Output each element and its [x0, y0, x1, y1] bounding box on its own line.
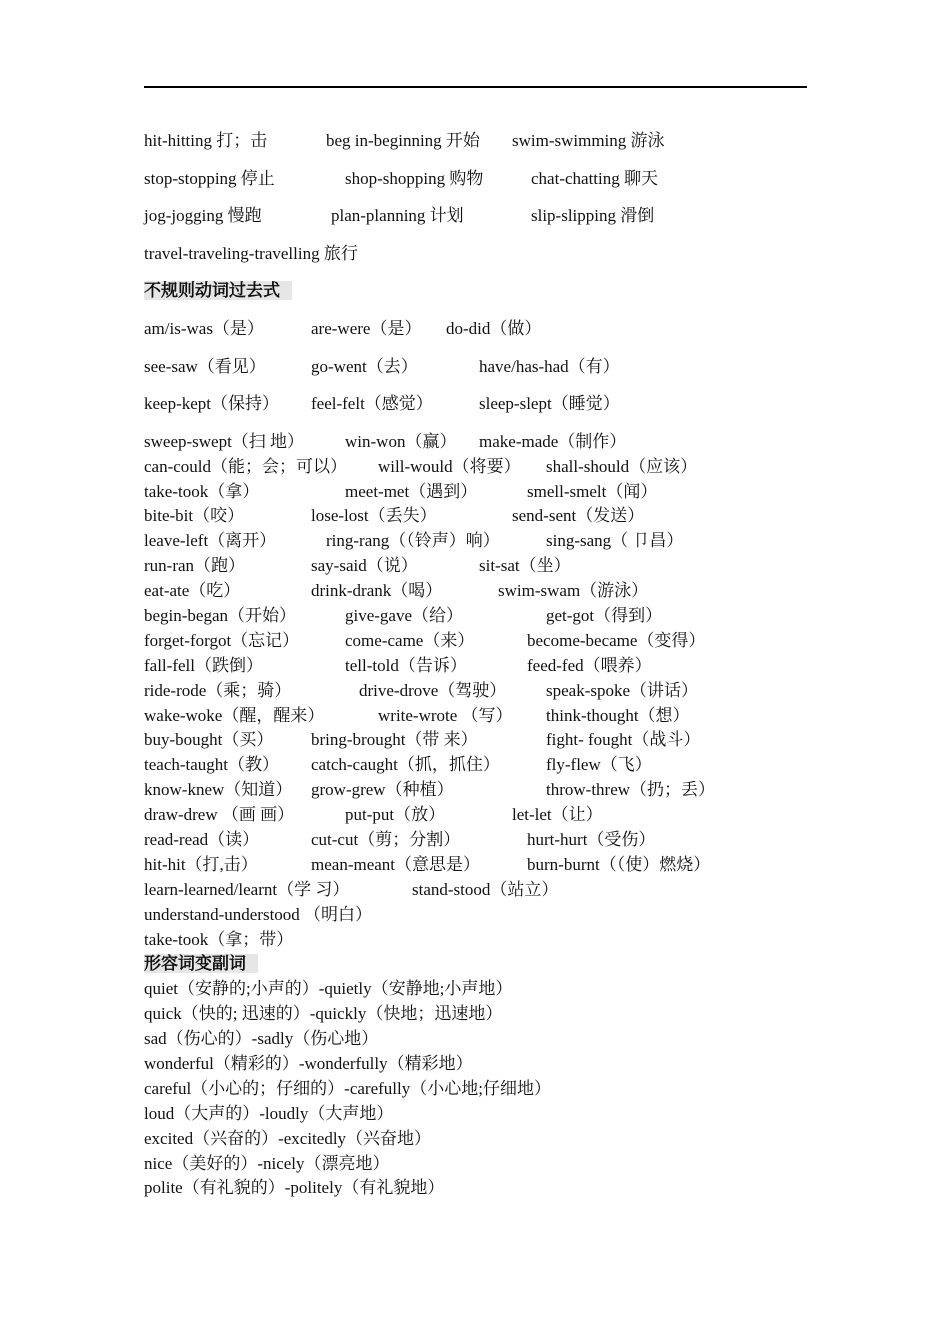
word-row: [144, 452, 844, 477]
word-row: [144, 427, 844, 452]
word-row: [144, 389, 844, 427]
word-row: [144, 1124, 844, 1149]
word-entry: swim-swam（游泳）: [498, 581, 649, 601]
word-row: [144, 875, 844, 900]
word-entry: fly-flew（飞）: [546, 755, 652, 775]
word-entry: quick（快的; 迅速的）-quickly（快地；迅速地）: [144, 1004, 503, 1024]
word-row: [144, 701, 844, 726]
word-entry: sing-sang（ 卩昌）: [546, 531, 684, 551]
word-entry: sit-sat（坐）: [479, 556, 571, 576]
word-row: [144, 1024, 844, 1049]
word-entry: run-ran（跑）: [144, 556, 246, 576]
word-entry: begin-began（开始）: [144, 605, 297, 625]
word-entry: eat-ate（吃）: [144, 581, 241, 601]
word-row: [144, 626, 844, 651]
word-entry: hurt-hurt（受伤）: [527, 830, 656, 849]
word-entry: fall-fell（跌倒）: [144, 655, 263, 675]
word-row: [144, 477, 844, 502]
word-entry: send-sent（发送）: [512, 506, 645, 526]
word-entry: can-could（能；会；可以）: [144, 456, 348, 476]
word-entry: drive-drove（驾驶）: [359, 680, 507, 700]
word-entry: take-took（拿；带）: [144, 929, 294, 949]
word-entry: take-took（拿）: [144, 481, 260, 501]
word-row: [144, 201, 844, 239]
word-row: [144, 1074, 844, 1099]
word-entry: tell-told（告诉）: [345, 655, 467, 675]
word-entry: bring-brought（带 来）: [311, 730, 478, 750]
word-entry: keep-kept（保持）: [144, 394, 280, 414]
word-entry: come-came（来）: [345, 630, 475, 650]
word-entry: know-knew（知道）: [144, 780, 293, 800]
word-row: [144, 725, 844, 750]
word-entry: meet-met（遇到）: [345, 481, 478, 501]
word-row: [144, 1099, 844, 1124]
word-entry: shall-should（应该）: [546, 456, 698, 476]
word-entry: beg in-beginning 开始: [326, 131, 480, 150]
word-row: [144, 601, 844, 626]
word-entry: bite-bit（咬）: [144, 506, 245, 526]
word-entry: cut-cut（剪；分割）: [311, 830, 461, 849]
word-entry: swim-swimming 游泳: [512, 131, 665, 150]
word-entry: give-gave（给）: [345, 605, 464, 625]
word-entry: forget-forgot（忘记）: [144, 630, 300, 650]
word-entry: ring-rang（（铃声）响）: [326, 531, 500, 551]
word-entry: excited（兴奋的）-excitedly（兴奋地）: [144, 1128, 432, 1148]
word-entry: buy-bought（买）: [144, 730, 274, 750]
word-entry: hit-hit（打,击）: [144, 854, 258, 874]
word-entry: learn-learned/learnt（学 习）: [144, 879, 350, 899]
word-entry: stop-stopping 停止: [144, 168, 275, 188]
word-entry: say-said（说）: [311, 556, 418, 576]
word-row: [144, 352, 844, 390]
word-entry: are-were（是）: [311, 318, 422, 338]
section-heading-irregular-verbs: [144, 276, 844, 314]
word-entry: throw-threw（扔；丢）: [546, 780, 716, 800]
word-entry: quiet（安静的;小声的）-quietly（安静地;小声地）: [144, 979, 513, 999]
word-row: [144, 651, 844, 676]
word-row: [144, 526, 844, 551]
word-row: [144, 974, 844, 999]
word-entry: go-went（去）: [311, 356, 418, 376]
word-entry: understand-understood （明白）: [144, 904, 373, 924]
word-entry: shop-shopping 购物: [345, 168, 484, 188]
word-row: [144, 164, 844, 202]
word-row: [144, 850, 844, 875]
section-doubling-rules: [144, 126, 844, 276]
word-entry: read-read（读）: [144, 830, 260, 849]
word-entry: have/has-had（有）: [479, 356, 620, 376]
word-entry: grow-grew（种植）: [311, 780, 454, 800]
word-entry: chat-chatting 聊天: [531, 168, 658, 188]
word-entry: become-became（变得）: [527, 630, 706, 650]
word-entry: feel-felt（感觉）: [311, 394, 433, 414]
word-row: [144, 900, 844, 925]
word-entry: sweep-swept（扫 地）: [144, 431, 305, 451]
word-entry: teach-taught（教）: [144, 755, 280, 775]
word-row: [144, 775, 844, 800]
word-entry: see-saw（看见）: [144, 356, 266, 376]
word-entry: put-put（放）: [345, 805, 446, 825]
word-entry: stand-stood（站立）: [412, 879, 559, 899]
word-entry: careful（小心的；仔细的）-carefully（小心地;仔细地）: [144, 1078, 551, 1098]
word-entry: feed-fed（喂养）: [527, 655, 652, 675]
word-row: [144, 750, 844, 775]
word-entry: write-wrote （写）: [378, 705, 513, 725]
word-entry: travel-traveling-travelling 旅行: [144, 243, 358, 263]
word-entry: speak-spoke（讲话）: [546, 680, 699, 700]
word-entry: leave-left（离开）: [144, 531, 277, 551]
section-irregular-verbs: [144, 314, 844, 949]
word-entry: let-let（让）: [512, 805, 603, 825]
word-entry: think-thought（想）: [546, 705, 690, 725]
word-row: [144, 551, 844, 576]
word-row: [144, 1173, 844, 1198]
word-entry: jog-jogging 慢跑: [144, 206, 262, 226]
word-row: [144, 999, 844, 1024]
word-entry: smell-smelt（闻）: [527, 481, 658, 501]
word-row: [144, 314, 844, 352]
word-entry: hit-hitting 打；击: [144, 131, 268, 150]
heading-text: 形容词变副词: [144, 954, 258, 973]
word-entry: loud（大声的）-loudly（大声地）: [144, 1103, 394, 1123]
word-row: [144, 239, 844, 277]
word-row: [144, 825, 844, 850]
word-entry: wonderful（精彩的）-wonderfully（精彩地）: [144, 1054, 473, 1074]
word-entry: nice（美好的）-nicely（漂亮地）: [144, 1153, 390, 1173]
word-entry: polite（有礼貌的）-politely（有礼貌地）: [144, 1178, 445, 1198]
word-entry: lose-lost（丢失）: [311, 506, 437, 526]
word-entry: mean-meant（意思是）: [311, 854, 481, 874]
document-body: [144, 126, 844, 1198]
word-entry: drink-drank（喝）: [311, 581, 443, 601]
word-row: [144, 1149, 844, 1174]
word-entry: sad（伤心的）-sadly（伤心地）: [144, 1029, 379, 1049]
word-row: [144, 1049, 844, 1074]
word-entry: am/is-was（是）: [144, 318, 264, 338]
word-entry: win-won（赢）: [345, 431, 457, 451]
word-entry: plan-planning 计划: [331, 206, 464, 226]
word-entry: burn-burnt（（使）燃烧）: [527, 854, 711, 874]
word-entry: sleep-slept（睡觉）: [479, 394, 620, 414]
word-entry: draw-drew （画 画）: [144, 805, 295, 825]
header-rule: [144, 86, 807, 88]
word-entry: catch-caught（抓，抓住）: [311, 755, 500, 775]
word-row: [144, 800, 844, 825]
word-entry: get-got（得到）: [546, 605, 663, 625]
heading-text: 不规则动词过去式: [144, 281, 292, 300]
word-entry: slip-slipping 滑倒: [531, 206, 655, 226]
word-entry: will-would（将要）: [378, 456, 521, 476]
word-row: [144, 925, 844, 950]
section-adjective-to-adverb: [144, 974, 844, 1198]
word-row: [144, 576, 844, 601]
section-heading-adjective-to-adverb: [144, 949, 844, 974]
word-row: [144, 126, 844, 164]
word-entry: make-made（制作）: [479, 431, 627, 451]
word-entry: do-did（做）: [446, 318, 542, 338]
word-entry: fight- fought（战斗）: [546, 730, 701, 750]
word-entry: ride-rode（乘；骑）: [144, 680, 292, 700]
word-entry: wake-woke（醒，醒来）: [144, 705, 325, 725]
word-row: [144, 501, 844, 526]
word-row: [144, 676, 844, 701]
